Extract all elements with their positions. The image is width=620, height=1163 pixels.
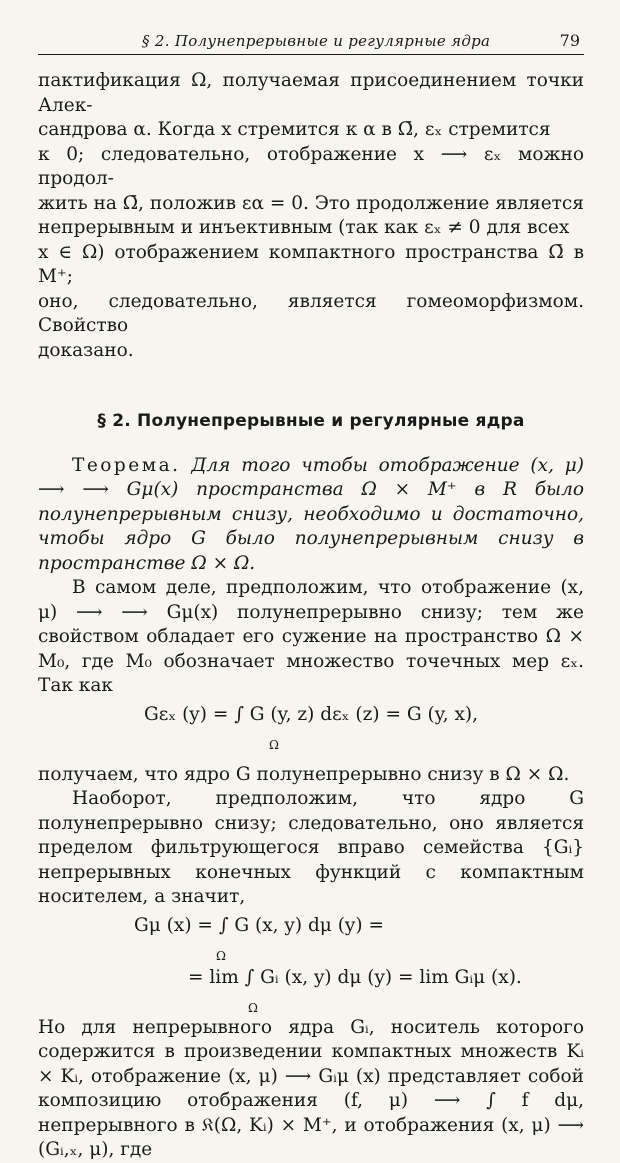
running-header xyxy=(38,28,584,55)
integral-subscript: Ω xyxy=(248,1000,258,1015)
page-body xyxy=(38,69,584,1163)
formula-text: Gεₓ (y) = ∫ G (y, z) dεₓ (z) = G (y, x), xyxy=(144,703,478,725)
theorem-label: Теорема. xyxy=(72,454,181,476)
proof-paragraph: В самом деле, предположим, что отображение (x, μ) ⟶ ⟶ Gμ(x) полунепрерывно снизу; тем же свойством обладает его сужение на пространство Ω × M₀, где M₀ обозначает множество точечных мер εₓ. Так как xyxy=(38,577,584,696)
composition-paragraph: Но для непрерывного ядра Gᵢ, носитель которого содержится в произведении компактных множеств Kᵢ × Kᵢ, отображение (x, μ) ⟶ Gᵢμ (x) представляет собой композицию отображения (f, μ) ⟶ ∫ f dμ, непрерывного в 𝔎(Ω, Kᵢ) × M⁺, и отображения (x, μ) ⟶ (Gᵢ,ₓ, μ), где xyxy=(38,1016,584,1160)
conclusion-paragraph: получаем, что ядро G полунепрерывно снизу в Ω × Ω. xyxy=(38,763,570,785)
text-line: непрерывным и инъективным (так как εₓ ≠ 0 для всех xyxy=(38,217,570,238)
integral-subscript: Ω xyxy=(216,948,226,963)
text-line: доказано. xyxy=(38,339,134,361)
text-line: пактификация Ω, получаемая присоединением точки Алек- xyxy=(38,70,584,116)
formula-line-1: Gμ (x) = ∫ G (x, y) dμ (y) = xyxy=(134,914,384,936)
section-heading: § 2. Полунепрерывные и регулярные ядра xyxy=(97,411,525,431)
text-line: оно, следовательно, является гомеоморфизмом. Свойство xyxy=(38,290,584,336)
theorem-paragraph xyxy=(38,454,584,577)
text-line: жить на Ω̄, положив εα = 0. Это продолжение является xyxy=(38,192,584,214)
book-page xyxy=(38,28,584,1163)
text-line: x ∈ Ω) отображением компактного пространства Ω̄ в M⁺; xyxy=(38,241,584,287)
text-line: сандрова α. Когда x стремится к α в Ω̄, εₓ стремится xyxy=(38,119,551,140)
theorem-text: Для того чтобы отображение (x, μ) ⟶ ⟶ Gμ(x) пространства Ω × M⁺ в R было полунепрерывным снизу, необходимо и достаточно, чтобы ядро G было полунепрерывным снизу в пространстве Ω × Ω. xyxy=(38,454,585,574)
text-line: к 0; следовательно, отображение x ⟶ εₓ можно продол- xyxy=(38,143,584,189)
running-title: § 2. Полунепрерывные и регулярные ядра xyxy=(142,32,491,50)
page-number: 79 xyxy=(559,31,580,50)
formula-line-2: = lim ∫ Gᵢ (x, y) dμ (y) = lim Gᵢμ (x). xyxy=(188,966,522,988)
formula-potential-limit xyxy=(38,910,584,1015)
integral-subscript: Ω xyxy=(269,737,279,752)
paragraph-continuation xyxy=(38,69,584,363)
formula-kernel-point-measure xyxy=(38,699,584,763)
converse-paragraph: Наоборот, предположим, что ядро G полунепрерывно снизу; следовательно, оно является пределом фильтрующегося вправо семейства {Gᵢ} непрерывных конечных функций с компактным носителем, а значит, xyxy=(38,788,584,907)
